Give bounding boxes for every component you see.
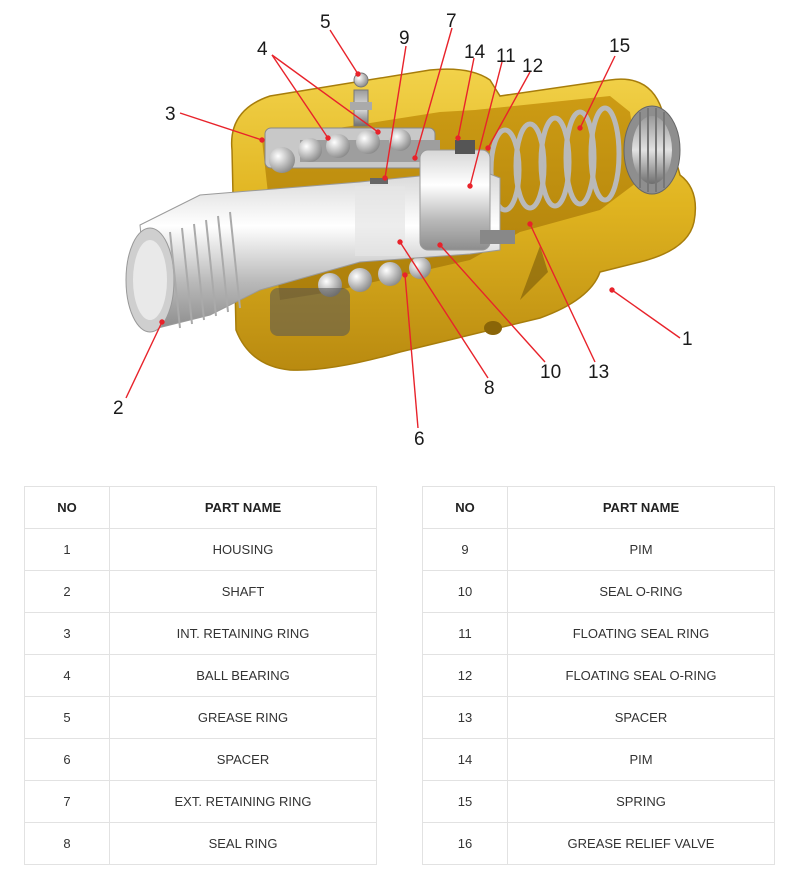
part-no: 10: [423, 571, 508, 613]
callout-12: 12: [522, 56, 544, 77]
part-no: 14: [423, 739, 508, 781]
header-part-name: PART NAME: [508, 487, 775, 529]
part-name: HOUSING: [110, 529, 377, 571]
callout-13: 13: [588, 362, 610, 383]
table-row: [25, 823, 377, 865]
table-row: [25, 739, 377, 781]
table-row: [25, 781, 377, 823]
callout-5: 5: [320, 12, 331, 33]
header-no: NO: [25, 487, 110, 529]
table-row: [423, 529, 775, 571]
table-header-row: [25, 487, 377, 529]
callout-11: 11: [496, 46, 516, 67]
table-row: [25, 697, 377, 739]
part-no: 8: [25, 823, 110, 865]
table-header-row: [423, 487, 775, 529]
header-no: NO: [423, 487, 508, 529]
part-name: SPRING: [508, 781, 775, 823]
part-name: EXT. RETAINING RING: [110, 781, 377, 823]
parts-table-left: [24, 486, 377, 865]
table-row: [423, 781, 775, 823]
part-name: PIM: [508, 739, 775, 781]
table-row: [423, 571, 775, 613]
table-row: [423, 613, 775, 655]
part-no: 13: [423, 697, 508, 739]
part-no: 1: [25, 529, 110, 571]
part-name: INT. RETAINING RING: [110, 613, 377, 655]
callout-15: 15: [609, 36, 631, 57]
part-name: GREASE RING: [110, 697, 377, 739]
callout-8: 8: [484, 378, 495, 399]
callout-4: 4: [257, 39, 268, 60]
callout-9: 9: [399, 28, 410, 49]
callout-2: 2: [113, 398, 124, 419]
part-no: 9: [423, 529, 508, 571]
part-name: GREASE RELIEF VALVE: [508, 823, 775, 865]
callout-3: 3: [165, 104, 176, 125]
table-row: [25, 529, 377, 571]
header-part-name: PART NAME: [110, 487, 377, 529]
part-name: FLOATING SEAL O-RING: [508, 655, 775, 697]
part-name: BALL BEARING: [110, 655, 377, 697]
part-name: SHAFT: [110, 571, 377, 613]
callout-6: 6: [414, 429, 425, 450]
table-row: [423, 823, 775, 865]
callout-14: 14: [464, 42, 486, 63]
table-row: [25, 655, 377, 697]
table-row: [423, 697, 775, 739]
table-row: [25, 613, 377, 655]
part-no: 11: [423, 613, 508, 655]
table-row: [423, 739, 775, 781]
part-name: SPACER: [110, 739, 377, 781]
part-name: SEAL RING: [110, 823, 377, 865]
part-no: 7: [25, 781, 110, 823]
part-name: SPACER: [508, 697, 775, 739]
part-no: 16: [423, 823, 508, 865]
callout-1: 1: [682, 329, 693, 350]
part-name: PIM: [508, 529, 775, 571]
callout-7: 7: [446, 11, 457, 32]
part-name: FLOATING SEAL RING: [508, 613, 775, 655]
parts-table-right: [422, 486, 775, 865]
housing-threaded-end: [624, 106, 680, 194]
table-row: [25, 571, 377, 613]
part-no: 2: [25, 571, 110, 613]
part-name: SEAL O-RING: [508, 571, 775, 613]
callout-10: 10: [540, 362, 562, 383]
part-no: 15: [423, 781, 508, 823]
table-row: [423, 655, 775, 697]
part-no: 6: [25, 739, 110, 781]
part-no: 12: [423, 655, 508, 697]
part-no: 3: [25, 613, 110, 655]
part-no: 4: [25, 655, 110, 697]
part-no: 5: [25, 697, 110, 739]
